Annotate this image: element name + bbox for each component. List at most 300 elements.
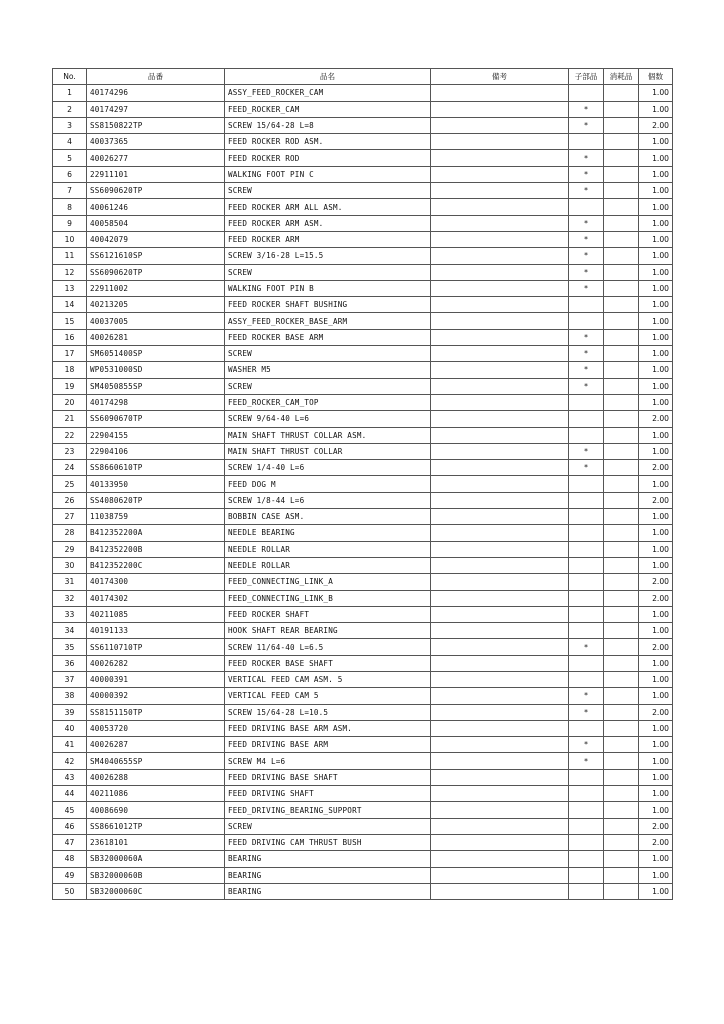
remarks [431, 753, 569, 769]
remarks [431, 183, 569, 199]
quantity: 1.00 [639, 150, 673, 166]
part-name: SCREW [225, 378, 431, 394]
row-number: 49 [53, 867, 87, 883]
part-number: 40037365 [87, 134, 225, 150]
part-number: 40174302 [87, 590, 225, 606]
remarks [431, 117, 569, 133]
sub-part-mark [569, 297, 604, 313]
quantity: 1.00 [639, 753, 673, 769]
part-name: SCREW 15/64-28 L=10.5 [225, 704, 431, 720]
table-row [53, 574, 673, 590]
remarks [431, 606, 569, 622]
remarks [431, 297, 569, 313]
consumable-mark [604, 476, 639, 492]
row-number: 5 [53, 150, 87, 166]
sub-part-mark [569, 851, 604, 867]
sub-part-mark: * [569, 150, 604, 166]
consumable-mark [604, 411, 639, 427]
table-row [53, 525, 673, 541]
part-number: B412352200C [87, 557, 225, 573]
remarks [431, 166, 569, 182]
part-name: FEED_DRIVING_BEARING_SUPPORT [225, 802, 431, 818]
part-name: FEED DOG M [225, 476, 431, 492]
quantity: 1.00 [639, 427, 673, 443]
table-row [53, 639, 673, 655]
quantity: 1.00 [639, 297, 673, 313]
consumable-mark [604, 199, 639, 215]
sub-part-mark [569, 834, 604, 850]
part-name: SCREW [225, 346, 431, 362]
table-row [53, 753, 673, 769]
part-name: SCREW [225, 183, 431, 199]
part-number: 40211086 [87, 786, 225, 802]
remarks [431, 85, 569, 101]
row-number: 44 [53, 786, 87, 802]
part-name: ASSY_FEED_ROCKER_BASE_ARM [225, 313, 431, 329]
sub-part-mark [569, 818, 604, 834]
consumable-mark [604, 818, 639, 834]
part-name: MAIN SHAFT THRUST COLLAR [225, 443, 431, 459]
quantity: 1.00 [639, 688, 673, 704]
remarks [431, 101, 569, 117]
table-row [53, 183, 673, 199]
consumable-mark [604, 834, 639, 850]
part-number: SS6090620TP [87, 183, 225, 199]
table-row [53, 313, 673, 329]
consumable-mark [604, 280, 639, 296]
quantity: 1.00 [639, 329, 673, 345]
table-row [53, 802, 673, 818]
table-row [53, 248, 673, 264]
table-row [53, 460, 673, 476]
sub-part-mark [569, 557, 604, 573]
remarks [431, 394, 569, 410]
quantity: 1.00 [639, 525, 673, 541]
row-number: 40 [53, 720, 87, 736]
consumable-mark [604, 264, 639, 280]
table-row [53, 427, 673, 443]
part-number: SS4080620TP [87, 492, 225, 508]
consumable-mark [604, 525, 639, 541]
row-number: 43 [53, 769, 87, 785]
table-row [53, 362, 673, 378]
sub-part-mark [569, 655, 604, 671]
row-number: 38 [53, 688, 87, 704]
part-number: 22904155 [87, 427, 225, 443]
row-number: 15 [53, 313, 87, 329]
remarks [431, 834, 569, 850]
consumable-mark [604, 150, 639, 166]
sub-part-mark: * [569, 346, 604, 362]
consumable-mark [604, 671, 639, 687]
consumable-mark [604, 362, 639, 378]
table-row [53, 134, 673, 150]
quantity: 2.00 [639, 492, 673, 508]
row-number: 9 [53, 215, 87, 231]
part-number: WP0531000SD [87, 362, 225, 378]
part-name: ASSY_FEED_ROCKER_CAM [225, 85, 431, 101]
header-part-number: 品番 [87, 69, 225, 85]
quantity: 2.00 [639, 460, 673, 476]
part-name: MAIN SHAFT THRUST COLLAR ASM. [225, 427, 431, 443]
sub-part-mark [569, 590, 604, 606]
remarks [431, 378, 569, 394]
consumable-mark [604, 753, 639, 769]
part-number: 40000392 [87, 688, 225, 704]
consumable-mark [604, 802, 639, 818]
table-row [53, 85, 673, 101]
quantity: 1.00 [639, 264, 673, 280]
consumable-mark [604, 346, 639, 362]
quantity: 1.00 [639, 85, 673, 101]
remarks [431, 720, 569, 736]
consumable-mark [604, 688, 639, 704]
part-number: 40026288 [87, 769, 225, 785]
row-number: 22 [53, 427, 87, 443]
part-number: 40174297 [87, 101, 225, 117]
row-number: 28 [53, 525, 87, 541]
part-number: SS8661012TP [87, 818, 225, 834]
sub-part-mark [569, 313, 604, 329]
row-number: 39 [53, 704, 87, 720]
remarks [431, 215, 569, 231]
part-number: 40026277 [87, 150, 225, 166]
part-name: FEED ROCKER BASE SHAFT [225, 655, 431, 671]
quantity: 1.00 [639, 231, 673, 247]
part-number: 40042079 [87, 231, 225, 247]
part-number: 40174298 [87, 394, 225, 410]
sub-part-mark: * [569, 117, 604, 133]
row-number: 30 [53, 557, 87, 573]
sub-part-mark [569, 85, 604, 101]
part-number: 40053720 [87, 720, 225, 736]
remarks [431, 362, 569, 378]
part-name: FEED ROCKER ARM ALL ASM. [225, 199, 431, 215]
quantity: 1.00 [639, 280, 673, 296]
part-number: SS6110710TP [87, 639, 225, 655]
table-row [53, 166, 673, 182]
consumable-mark [604, 378, 639, 394]
sub-part-mark [569, 427, 604, 443]
sub-part-mark: * [569, 460, 604, 476]
table-row [53, 411, 673, 427]
quantity: 1.00 [639, 623, 673, 639]
remarks [431, 150, 569, 166]
remarks [431, 264, 569, 280]
row-number: 16 [53, 329, 87, 345]
remarks [431, 476, 569, 492]
part-name: FEED ROCKER ARM [225, 231, 431, 247]
part-number: 23618101 [87, 834, 225, 850]
consumable-mark [604, 574, 639, 590]
row-number: 25 [53, 476, 87, 492]
row-number: 12 [53, 264, 87, 280]
sub-part-mark: * [569, 166, 604, 182]
remarks [431, 231, 569, 247]
part-number: 40037005 [87, 313, 225, 329]
remarks [431, 769, 569, 785]
table-row [53, 150, 673, 166]
part-number: B412352200A [87, 525, 225, 541]
part-name: FEED DRIVING BASE SHAFT [225, 769, 431, 785]
part-number: 22911101 [87, 166, 225, 182]
table-row [53, 590, 673, 606]
table-row [53, 329, 673, 345]
part-name: WALKING FOOT PIN C [225, 166, 431, 182]
row-number: 19 [53, 378, 87, 394]
sub-part-mark: * [569, 688, 604, 704]
quantity: 2.00 [639, 590, 673, 606]
quantity: 1.00 [639, 786, 673, 802]
remarks [431, 509, 569, 525]
remarks [431, 134, 569, 150]
table-row [53, 231, 673, 247]
parts-list-table [52, 68, 673, 900]
part-name: SCREW 3/16-28 L=15.5 [225, 248, 431, 264]
sub-part-mark [569, 883, 604, 899]
part-name: FEED DRIVING BASE ARM [225, 737, 431, 753]
part-number: 40061246 [87, 199, 225, 215]
row-number: 13 [53, 280, 87, 296]
consumable-mark [604, 215, 639, 231]
sub-part-mark [569, 509, 604, 525]
quantity: 1.00 [639, 394, 673, 410]
quantity: 1.00 [639, 851, 673, 867]
quantity: 1.00 [639, 101, 673, 117]
consumable-mark [604, 443, 639, 459]
part-number: SB32000060B [87, 867, 225, 883]
remarks [431, 802, 569, 818]
consumable-mark [604, 769, 639, 785]
consumable-mark [604, 427, 639, 443]
remarks [431, 818, 569, 834]
quantity: 1.00 [639, 883, 673, 899]
table-row [53, 215, 673, 231]
quantity: 1.00 [639, 541, 673, 557]
table-row [53, 509, 673, 525]
row-number: 36 [53, 655, 87, 671]
consumable-mark [604, 166, 639, 182]
sub-part-mark: * [569, 362, 604, 378]
quantity: 1.00 [639, 509, 673, 525]
part-name: SCREW 1/4-40 L=6 [225, 460, 431, 476]
part-name: VERTICAL FEED CAM 5 [225, 688, 431, 704]
row-number: 17 [53, 346, 87, 362]
remarks [431, 427, 569, 443]
part-name: BEARING [225, 867, 431, 883]
part-number: 40213205 [87, 297, 225, 313]
remarks [431, 248, 569, 264]
quantity: 1.00 [639, 671, 673, 687]
part-number: 11038759 [87, 509, 225, 525]
part-number: SS6121610SP [87, 248, 225, 264]
table-row [53, 883, 673, 899]
row-number: 42 [53, 753, 87, 769]
sub-part-mark: * [569, 737, 604, 753]
part-name: FEED_CONNECTING_LINK_B [225, 590, 431, 606]
part-name: FEED ROCKER ROD ASM. [225, 134, 431, 150]
row-number: 47 [53, 834, 87, 850]
consumable-mark [604, 183, 639, 199]
quantity: 1.00 [639, 867, 673, 883]
quantity: 2.00 [639, 411, 673, 427]
table-row [53, 769, 673, 785]
remarks [431, 883, 569, 899]
table-row [53, 443, 673, 459]
part-number: 40026287 [87, 737, 225, 753]
remarks [431, 786, 569, 802]
quantity: 1.00 [639, 443, 673, 459]
part-name: HOOK SHAFT REAR BEARING [225, 623, 431, 639]
part-number: 22904106 [87, 443, 225, 459]
row-number: 37 [53, 671, 87, 687]
consumable-mark [604, 297, 639, 313]
remarks [431, 851, 569, 867]
quantity: 2.00 [639, 704, 673, 720]
sub-part-mark [569, 492, 604, 508]
part-name: BEARING [225, 883, 431, 899]
row-number: 45 [53, 802, 87, 818]
table-row [53, 786, 673, 802]
sub-part-mark [569, 786, 604, 802]
consumable-mark [604, 231, 639, 247]
table-row [53, 655, 673, 671]
row-number: 6 [53, 166, 87, 182]
quantity: 1.00 [639, 557, 673, 573]
consumable-mark [604, 786, 639, 802]
row-number: 50 [53, 883, 87, 899]
part-number: 22911002 [87, 280, 225, 296]
sub-part-mark [569, 394, 604, 410]
remarks [431, 329, 569, 345]
remarks [431, 313, 569, 329]
part-name: WASHER M5 [225, 362, 431, 378]
part-name: SCREW [225, 818, 431, 834]
row-number: 48 [53, 851, 87, 867]
table-row [53, 264, 673, 280]
sub-part-mark [569, 525, 604, 541]
table-row [53, 346, 673, 362]
sub-part-mark: * [569, 183, 604, 199]
quantity: 1.00 [639, 378, 673, 394]
row-number: 14 [53, 297, 87, 313]
sub-part-mark: * [569, 704, 604, 720]
sub-part-mark [569, 541, 604, 557]
part-name: SCREW 1/8-44 L=6 [225, 492, 431, 508]
header-no: No. [53, 69, 87, 85]
consumable-mark [604, 655, 639, 671]
row-number: 31 [53, 574, 87, 590]
sub-part-mark: * [569, 248, 604, 264]
row-number: 41 [53, 737, 87, 753]
row-number: 33 [53, 606, 87, 622]
part-number: SB32000060C [87, 883, 225, 899]
part-number: SS8151150TP [87, 704, 225, 720]
remarks [431, 639, 569, 655]
part-number: SS8150822TP [87, 117, 225, 133]
table-row [53, 476, 673, 492]
quantity: 2.00 [639, 834, 673, 850]
remarks [431, 460, 569, 476]
remarks [431, 590, 569, 606]
row-number: 35 [53, 639, 87, 655]
consumable-mark [604, 541, 639, 557]
sub-part-mark [569, 720, 604, 736]
row-number: 4 [53, 134, 87, 150]
row-number: 32 [53, 590, 87, 606]
quantity: 1.00 [639, 655, 673, 671]
table-header-row [53, 69, 673, 85]
part-name: FEED DRIVING BASE ARM ASM. [225, 720, 431, 736]
remarks [431, 411, 569, 427]
row-number: 2 [53, 101, 87, 117]
part-number: 40174300 [87, 574, 225, 590]
consumable-mark [604, 720, 639, 736]
part-number: SM4040655SP [87, 753, 225, 769]
row-number: 34 [53, 623, 87, 639]
table-row [53, 818, 673, 834]
consumable-mark [604, 394, 639, 410]
sub-part-mark [569, 671, 604, 687]
table-row [53, 623, 673, 639]
quantity: 2.00 [639, 117, 673, 133]
part-number: 40191133 [87, 623, 225, 639]
consumable-mark [604, 313, 639, 329]
part-number: 40211085 [87, 606, 225, 622]
part-number: 40174296 [87, 85, 225, 101]
consumable-mark [604, 134, 639, 150]
remarks [431, 557, 569, 573]
quantity: 1.00 [639, 313, 673, 329]
sub-part-mark: * [569, 101, 604, 117]
part-name: FEED_ROCKER_CAM [225, 101, 431, 117]
part-name: FEED_ROCKER_CAM_TOP [225, 394, 431, 410]
part-number: SS8660610TP [87, 460, 225, 476]
quantity: 1.00 [639, 362, 673, 378]
consumable-mark [604, 248, 639, 264]
part-name: FEED ROCKER BASE ARM [225, 329, 431, 345]
part-name: FEED ROCKER ARM ASM. [225, 215, 431, 231]
quantity: 1.00 [639, 737, 673, 753]
table-row [53, 671, 673, 687]
row-number: 11 [53, 248, 87, 264]
remarks [431, 704, 569, 720]
part-number: SS6090620TP [87, 264, 225, 280]
header-quantity: 個数 [639, 69, 673, 85]
sub-part-mark: * [569, 231, 604, 247]
part-name: FEED DRIVING CAM THRUST BUSH [225, 834, 431, 850]
row-number: 27 [53, 509, 87, 525]
quantity: 1.00 [639, 215, 673, 231]
table-row [53, 541, 673, 557]
table-row [53, 117, 673, 133]
part-number: 40026281 [87, 329, 225, 345]
quantity: 1.00 [639, 134, 673, 150]
part-name: FEED ROCKER SHAFT [225, 606, 431, 622]
remarks [431, 492, 569, 508]
part-number: SM6051400SP [87, 346, 225, 362]
row-number: 20 [53, 394, 87, 410]
row-number: 46 [53, 818, 87, 834]
consumable-mark [604, 883, 639, 899]
consumable-mark [604, 329, 639, 345]
remarks [431, 443, 569, 459]
row-number: 24 [53, 460, 87, 476]
sub-part-mark: * [569, 329, 604, 345]
part-name: FEED DRIVING SHAFT [225, 786, 431, 802]
sub-part-mark [569, 769, 604, 785]
quantity: 2.00 [639, 818, 673, 834]
